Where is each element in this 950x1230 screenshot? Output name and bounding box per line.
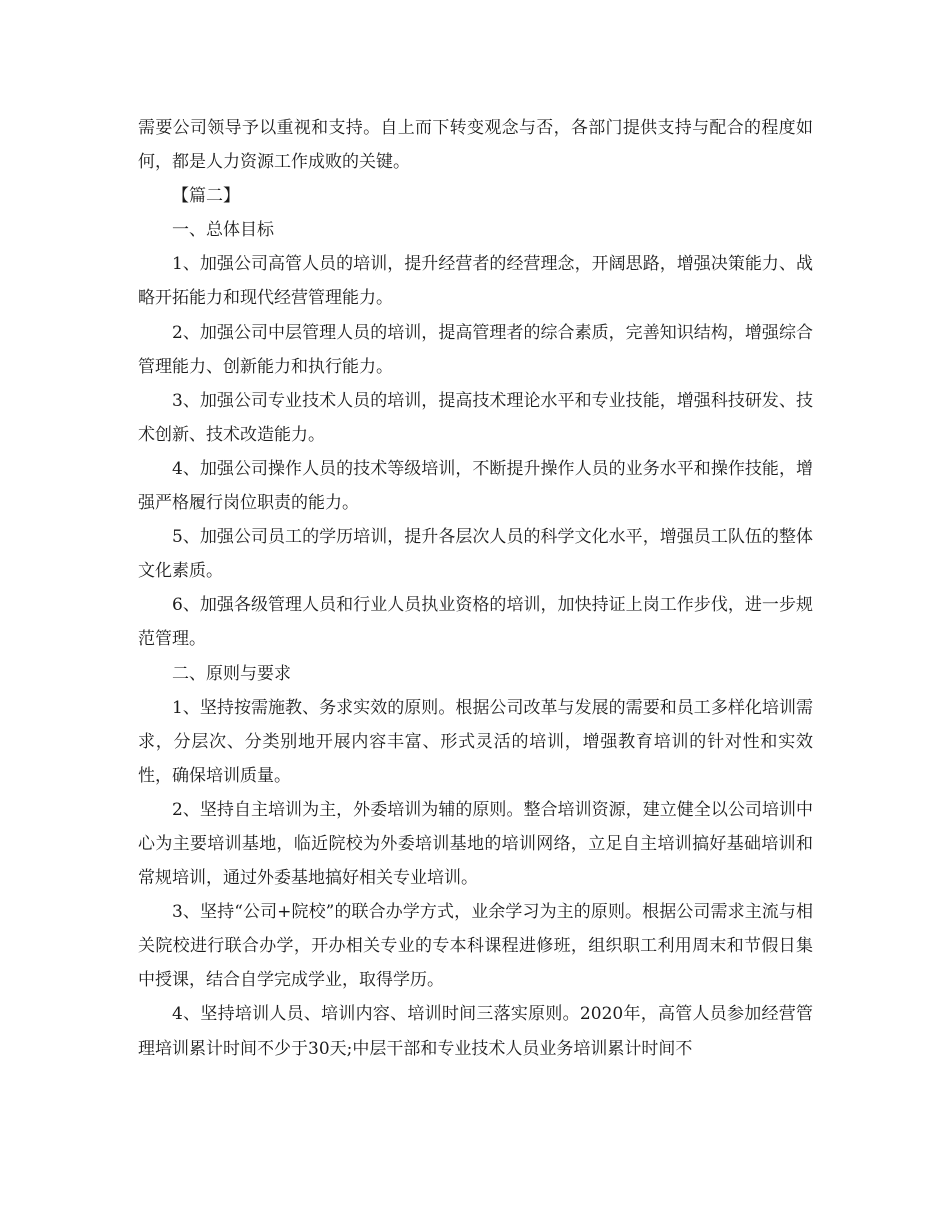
heading-principles: 二、原则与要求: [172, 663, 291, 684]
goal-item-6: 6、加强各级管理人员和行业人员执业资格的培训，加快持证上岗工作步伐，进一步规范管理。: [138, 595, 813, 650]
goal-item-2: 2、加强公司中层管理人员的培训，提高管理者的综合素质，完善知识结构，增强综合管理能力、创新能力和执行能力。: [138, 322, 813, 377]
principle-item-4: 4、坚持培训人员、培训内容、培训时间三落实原则。2020年，高管人员参加经营管理培训累计时间不少于30天;中层干部和专业技术人员业务培训累计时间不: [138, 1004, 813, 1059]
principle-item-1: 1、坚持按需施教、务求实效的原则。根据公司改革与发展的需要和员工多样化培训需求，分层次、分类别地开展内容丰富、形式灵活的培训，增强教育培训的针对性和实效性，确保培训质量。: [138, 697, 813, 786]
goal-item-3: 3、加强公司专业技术人员的培训，提高技术理论水平和专业技能，增强科技研发、技术创新、技术改造能力。: [138, 390, 813, 445]
principle-item-3: 3、坚持“公司+院校”的联合办学方式，业余学习为主的原则。根据公司需求主流与相关院校进行联合办学，开办相关专业的专本科课程进修班，组织职工利用周末和节假日集中授课，结合自学完成学业，取得学历。: [138, 902, 813, 991]
goal-item-5: 5、加强公司员工的学历培训，提升各层次人员的科学文化水平，增强员工队伍的整体文化素质。: [138, 527, 813, 582]
document-body: [138, 111, 813, 1066]
section-heading-part-two: 【篇二】: [172, 186, 240, 207]
paragraph-continuation: 需要公司领导予以重视和支持。自上而下转变观念与否，各部门提供支持与配合的程度如何，都是人力资源工作成败的关键。: [138, 118, 813, 173]
goal-item-1: 1、加强公司高管人员的培训，提升经营者的经营理念，开阔思路，增强决策能力、战略开拓能力和现代经营管理能力。: [138, 254, 813, 309]
goal-item-4: 4、加强公司操作人员的技术等级培训，不断提升操作人员的业务水平和操作技能，增强严格履行岗位职责的能力。: [138, 458, 813, 514]
heading-overall-goals: 一、总体目标: [172, 220, 274, 241]
principle-item-2: 2、坚持自主培训为主，外委培训为辅的原则。整合培训资源，建立健全以公司培训中心为主要培训基地，临近院校为外委培训基地的培训网络，立足自主培训搞好基础培训和常规培训，通过外委基地搞好相关专业培训。: [138, 799, 813, 889]
